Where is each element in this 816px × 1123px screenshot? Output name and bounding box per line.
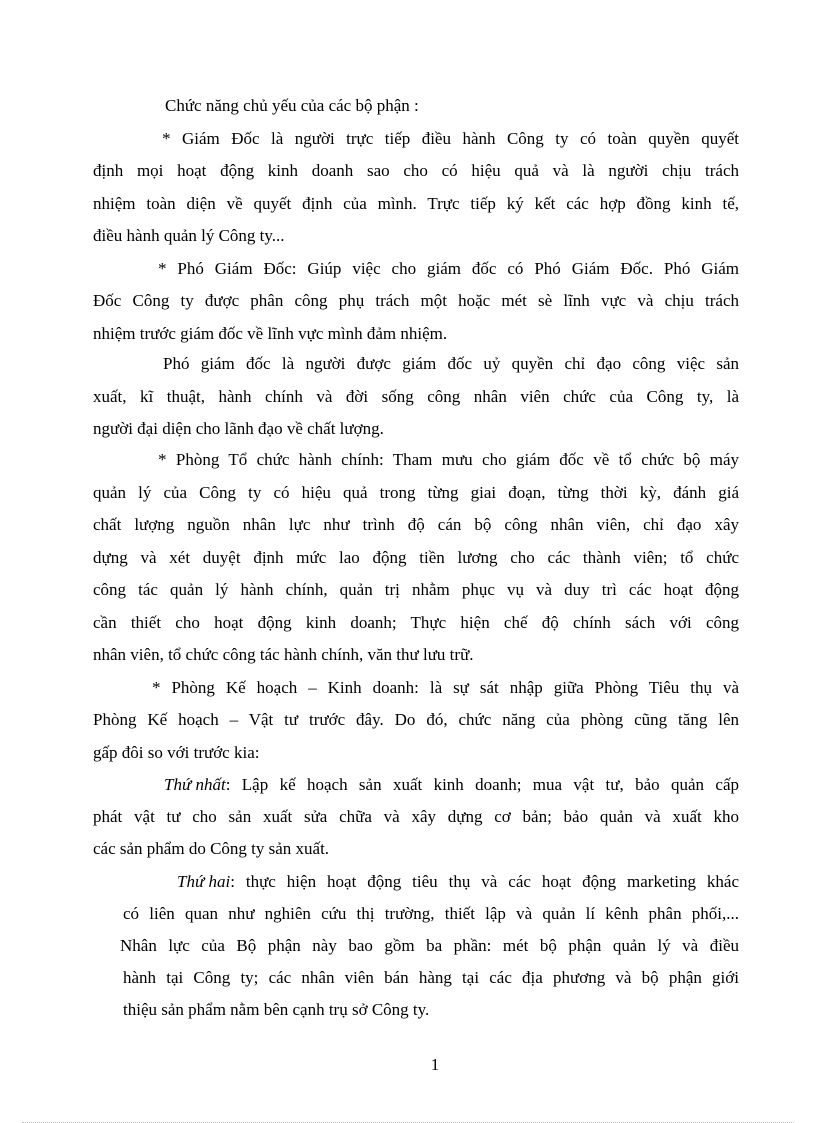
paragraph-line: Đốc Công ty được phân công phụ trách một hoặc mét sè lĩnh vực và chịu trách: [93, 291, 739, 310]
paragraph-line: thiệu sản phẩm nằm bên cạnh trụ sở Công ty.: [123, 1000, 430, 1019]
paragraph-text: : thực hiện hoạt động tiêu thụ và các hoạt động marketing khác: [230, 872, 739, 891]
paragraph-line: nhân viên, tổ chức công tác hành chính, văn thư lưu trữ.: [93, 645, 474, 664]
paragraph-line: [177, 871, 739, 893]
paragraph-text: : Lập kế hoạch sản xuất kinh doanh; mua vật tư, bảo quản cấp: [225, 775, 739, 794]
emphasis-label: Thứ nhất: [164, 775, 226, 794]
paragraph-line: các sản phẩm do Công ty sản xuất.: [93, 839, 330, 858]
paragraph-line: Phó giám đốc là người được giám đốc uỷ quyền chỉ đạo công việc sản: [163, 354, 739, 373]
paragraph-line: cần thiết cho hoạt động kinh doanh; Thực hiện chế độ chính sách với công: [93, 613, 739, 632]
paragraph-line: định mọi hoạt động kinh doanh sao cho có hiệu quả và là người chịu trách: [93, 161, 739, 180]
paragraph-line: * Phòng Tổ chức hành chính: Tham mưu cho giám đốc về tổ chức bộ máy: [158, 450, 739, 469]
paragraph-line: nhiệm trước giám đốc về lĩnh vực mình đảm nhiệm.: [93, 324, 448, 343]
paragraph-line: phát vật tư cho sản xuất sửa chữa và xây dựng cơ bản; bảo quản và xuất kho: [93, 807, 739, 826]
paragraph-line: * Giám Đốc là người trực tiếp điều hành Công ty có toàn quyền quyết: [162, 129, 739, 148]
paragraph-line: gấp đôi so với trước kia:: [93, 743, 260, 762]
paragraph-line: chất lượng nguồn nhân lực như trình độ cán bộ công nhân viên, chỉ đạo xây: [93, 515, 739, 534]
paragraph-line: công tác quản lý hành chính, quản trị nhằm phục vụ và duy trì các hoạt động: [93, 580, 739, 599]
paragraph-line: * Phòng Kế hoạch – Kinh doanh: là sự sát nhập giữa Phòng Tiêu thụ và: [152, 678, 739, 697]
paragraph-line: Nhân lực của Bộ phận này bao gồm ba phần: mét bộ phận quản lý và điều: [120, 936, 739, 955]
paragraph-line: Phòng Kế hoạch – Vật tư trước đây. Do đó, chức năng của phòng cũng tăng lên: [93, 710, 739, 729]
paragraph-line: điều hành quản lý Công ty...: [93, 226, 285, 245]
paragraph-line: xuất, kĩ thuật, hành chính và đời sống công nhân viên chức của Công ty, là: [93, 387, 739, 406]
paragraph-line: quản lý của Công ty có hiệu quả trong từng giai đoạn, từng thời kỳ, đánh giá: [93, 483, 739, 502]
paragraph-line: hành tại Công ty; các nhân viên bán hàng tại các địa phương và bộ phận giới: [123, 968, 739, 987]
page-number: 1: [430, 1055, 440, 1074]
emphasis-label: Thứ hai: [177, 872, 231, 891]
paragraph-line: * Phó Giám Đốc: Giúp việc cho giám đốc có Phó Giám Đốc. Phó Giám: [158, 259, 739, 278]
paragraph-line: nhiệm toàn diện về quyết định của mình. Trực tiếp ký kết các hợp đồng kinh tế,: [93, 194, 739, 213]
section-heading: Chức năng chủ yếu của các bộ phận :: [165, 96, 419, 115]
paragraph-line: [164, 774, 739, 796]
paragraph-line: dựng và xét duyệt định mức lao động tiền lương cho các thành viên; tổ chức: [93, 548, 739, 567]
paragraph-line: có liên quan như nghiên cứu thị trường, thiết lập và quản lí kênh phân phối,...: [123, 904, 739, 923]
paragraph-line: người đại diện cho lãnh đạo về chất lượng.: [93, 419, 384, 438]
